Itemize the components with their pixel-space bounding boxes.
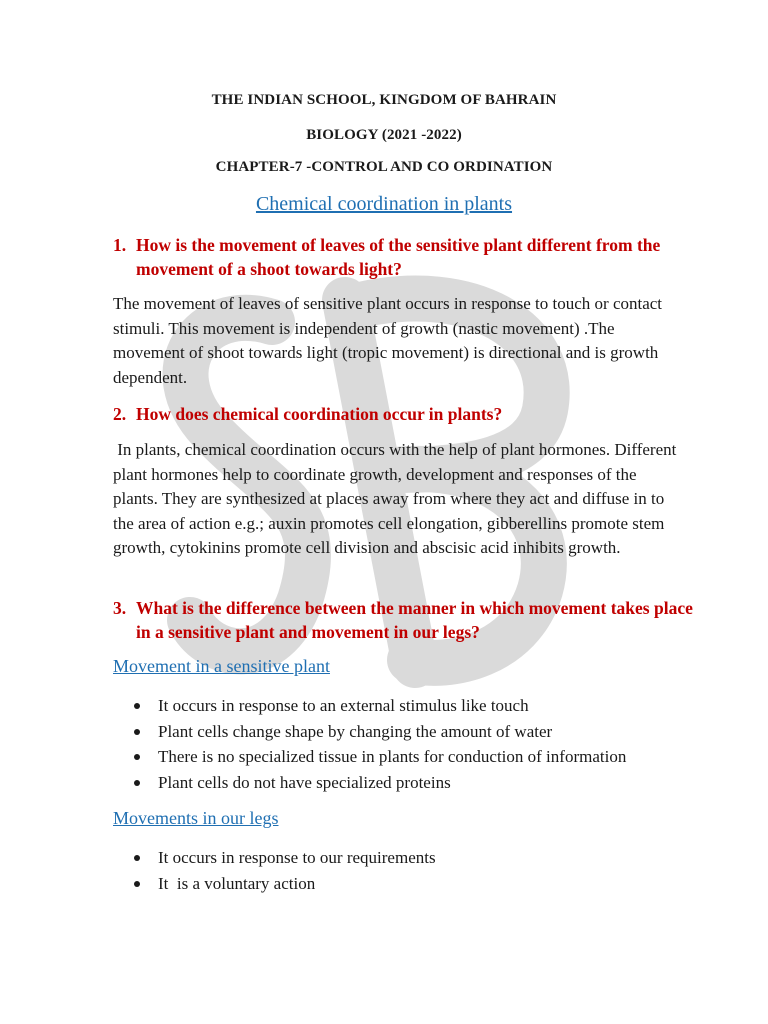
bullet-icon (134, 881, 140, 887)
bullet-icon (134, 780, 140, 786)
answer-2: In plants, chemical coordination occurs with the help of plant hormones. Different plant hormones help to coordinate growth, development and responses of the plants. They are synthesized at places away from where they act and diffuse in to the area of action e.g.; auxin promotes cell elongation, gibberellins promote stem growth, cytokinins promote cell division and abscisic acid inhibits growth. (113, 440, 681, 557)
list-item (0, 744, 768, 770)
list-item-text: It occurs in response to our requirements (158, 848, 436, 867)
sensitive-plant-list (0, 693, 768, 795)
list-item (0, 845, 768, 871)
section-heading-our-legs: Movements in our legs (113, 808, 279, 828)
list-item (0, 770, 768, 796)
list-item-text: It occurs in response to an external stimulus like touch (158, 696, 529, 715)
list-item (0, 719, 768, 745)
bullet-icon (134, 754, 140, 760)
answer-1: The movement of leaves of sensitive plant occurs in response to touch or contact stimuli. This movement is independent of growth (nastic movement) .The movement of shoot towards light (tropic movement) is directional and is growth dependent. (113, 294, 663, 387)
question-2-number: 2. (113, 404, 127, 424)
question-1-text: How is the movement of leaves of the sensitive plant different from the movement of a shoot towards light? (136, 235, 661, 279)
bullet-icon (134, 703, 140, 709)
list-item-text: It is a voluntary action (158, 873, 316, 893)
list-item-text: There is no specialized tissue in plants for conduction of information (158, 747, 627, 766)
question-2 (113, 402, 703, 426)
list-item (0, 693, 768, 719)
bullet-icon (134, 729, 140, 735)
subject-line: BIOLOGY (2021 -2022) (306, 127, 462, 143)
section-heading-sensitive-plant: Movement in a sensitive plant (113, 656, 330, 676)
bullet-icon (134, 855, 140, 861)
question-3-number: 3. (113, 598, 127, 618)
page-title: Chemical coordination in plants (255, 193, 513, 215)
question-3-text: What is the difference between the manner in which movement takes place in a sensitive plant and movement in our legs? (136, 598, 693, 642)
school-name: THE INDIAN SCHOOL, KINGDOM OF BAHRAIN (211, 92, 557, 108)
question-2-text: How does chemical coordination occur in plants? (136, 404, 503, 424)
question-1-number: 1. (113, 235, 127, 255)
question-1 (113, 233, 703, 281)
question-3 (113, 596, 703, 644)
list-item-text: Plant cells do not have specialized proteins (158, 772, 451, 792)
our-legs-list (0, 845, 768, 896)
chapter-line: CHAPTER-7 -CONTROL AND CO ORDINATION (215, 159, 553, 175)
list-item-text: Plant cells change shape by changing the amount of water (158, 721, 553, 741)
list-item (0, 871, 768, 897)
